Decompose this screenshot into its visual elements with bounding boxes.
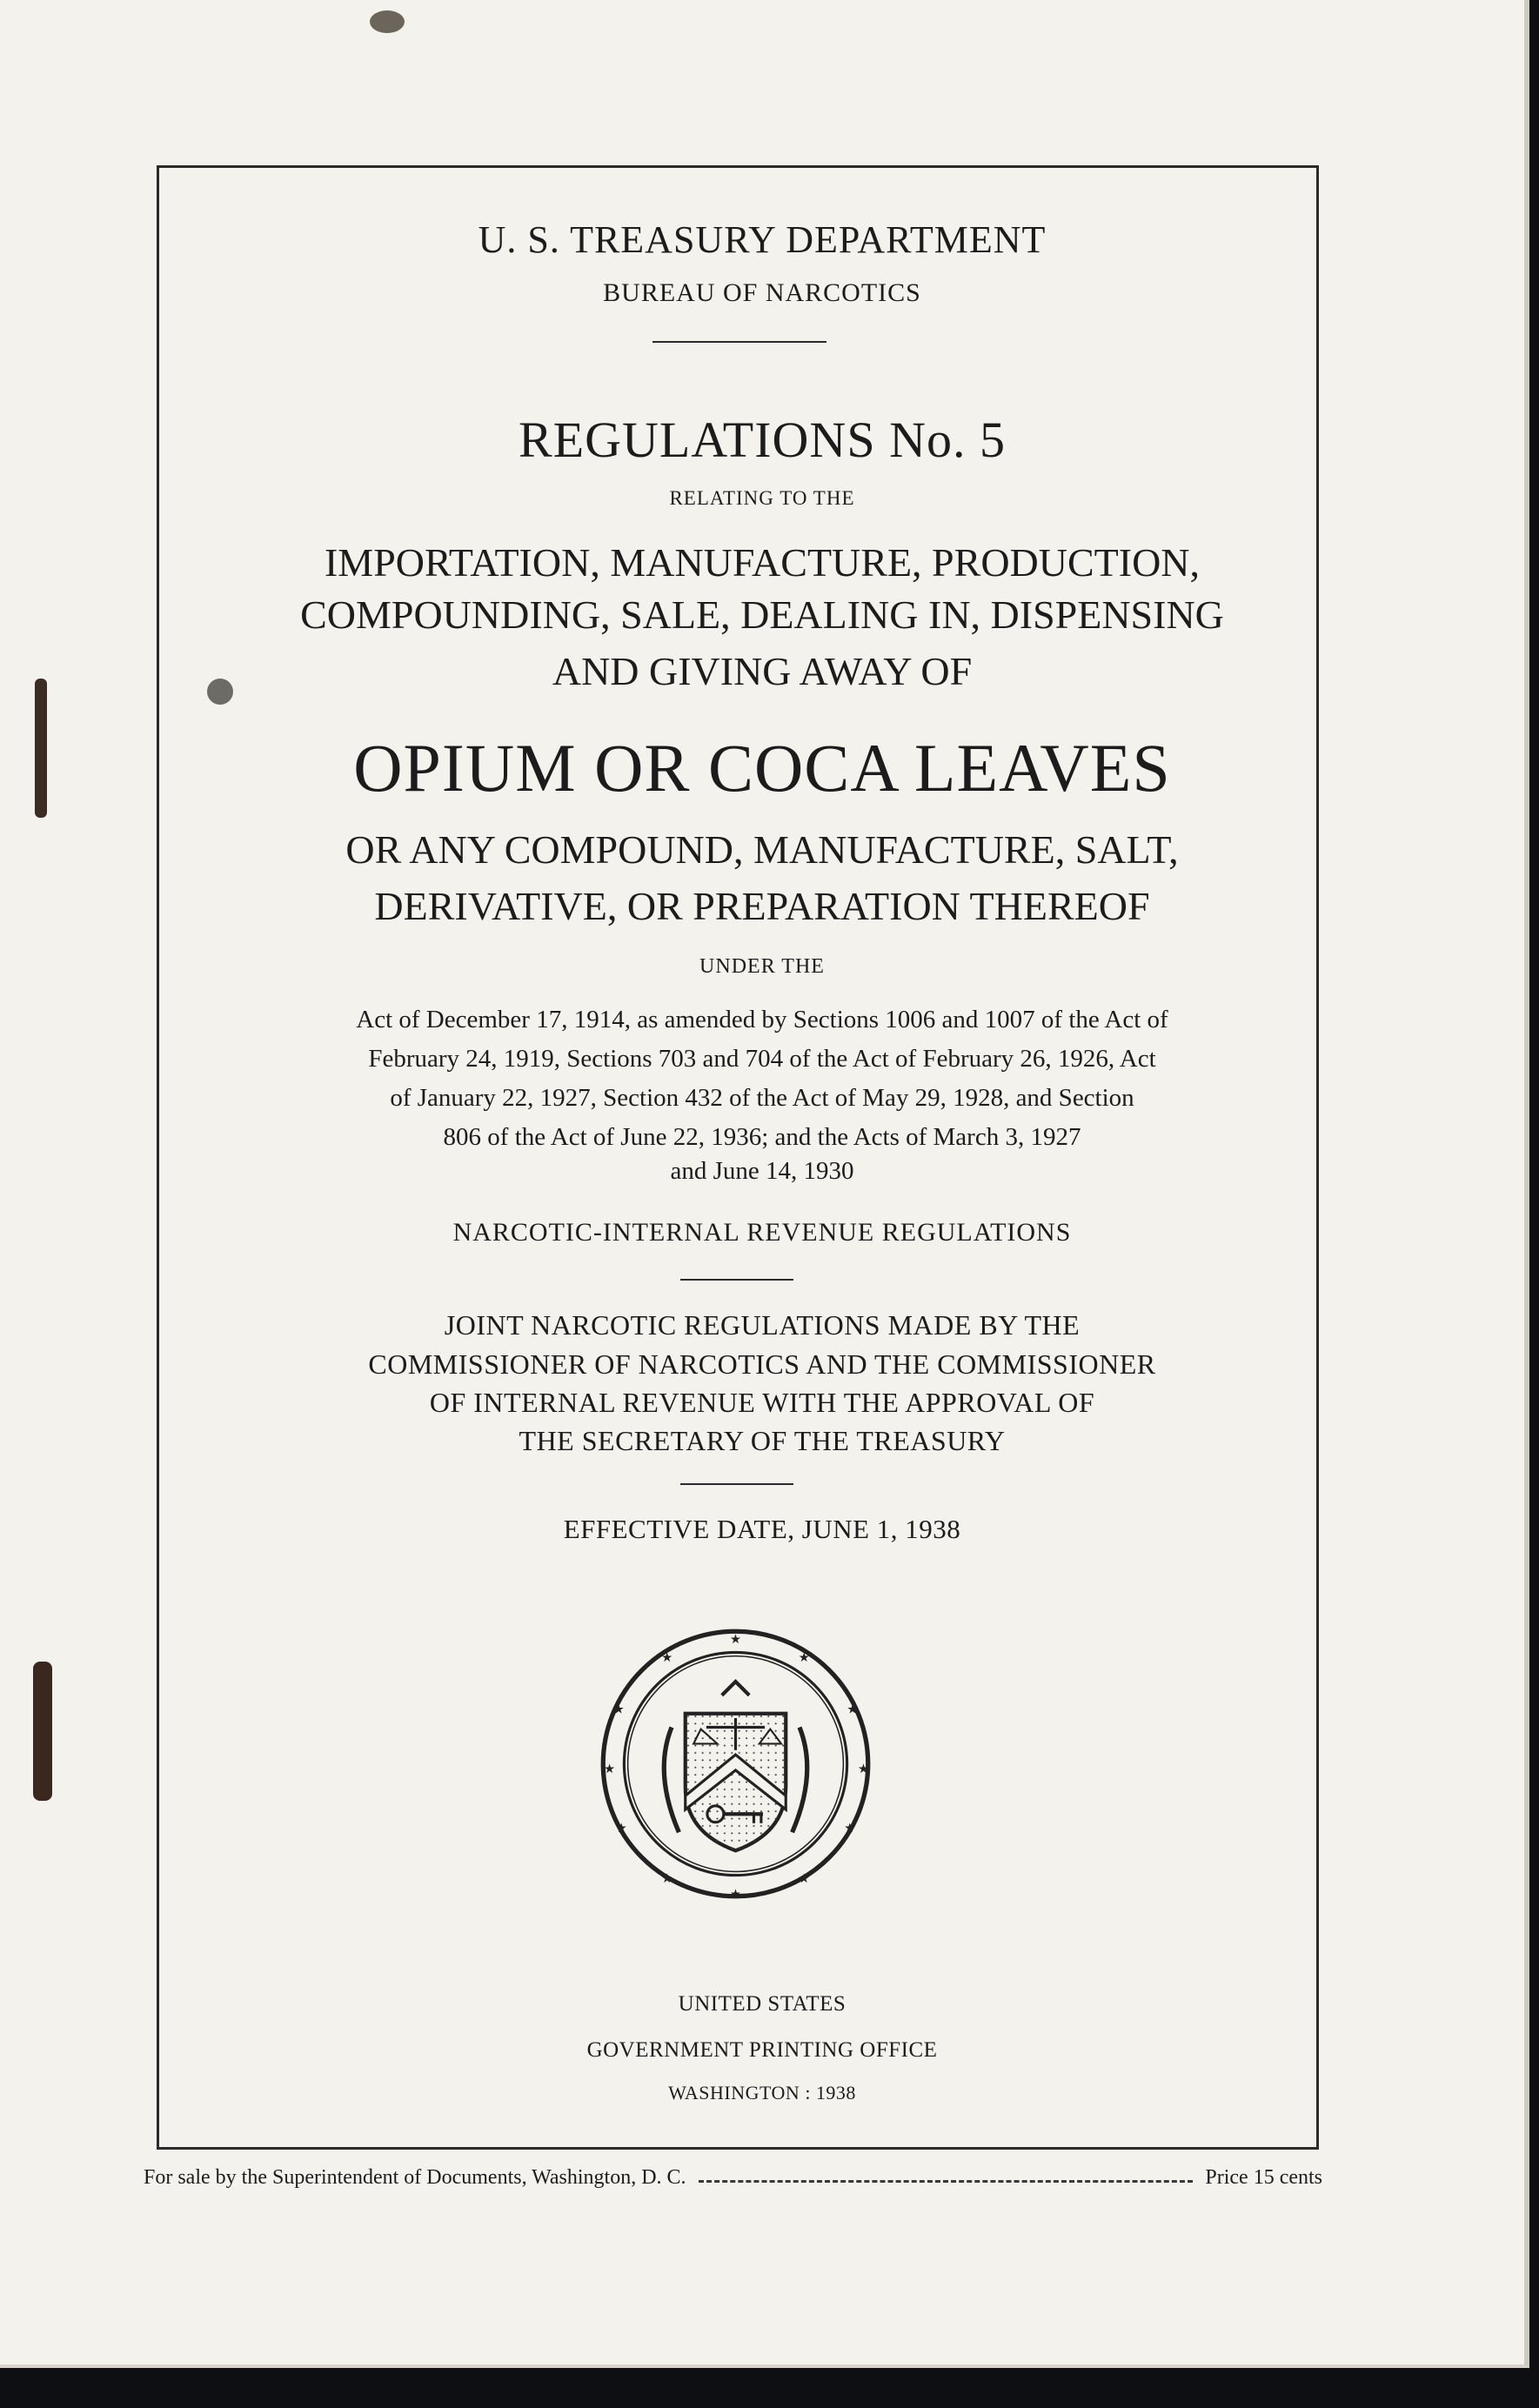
svg-text:★: ★ xyxy=(604,1762,616,1776)
relating-label: RELATING TO THE xyxy=(669,487,855,509)
under-label: UNDER THE xyxy=(699,955,825,978)
dashed-leader xyxy=(699,2180,1194,2183)
treasury-seal-icon xyxy=(599,1627,873,1901)
svg-text:★: ★ xyxy=(798,1871,810,1886)
subject-line: AND GIVING AWAY OF xyxy=(552,649,973,693)
regulations-title: REGULATIONS No. 5 xyxy=(519,411,1006,468)
sale-notice: For sale by the Superintendent of Documents, Washington, D. C. xyxy=(144,2166,686,2189)
svg-text:★: ★ xyxy=(729,1886,742,1901)
divider xyxy=(680,1483,793,1485)
joint-regulation-line: COMMISSIONER OF NARCOTICS AND THE COMMISSIONER xyxy=(368,1348,1156,1380)
effective-date: EFFECTIVE DATE, JUNE 1, 1938 xyxy=(563,1514,961,1544)
stain-mark xyxy=(370,10,405,33)
joint-regulation-line: JOINT NARCOTIC REGULATIONS MADE BY THE xyxy=(444,1309,1081,1341)
main-subject: OPIUM OR COCA LEAVES xyxy=(353,730,1171,806)
svg-text:★: ★ xyxy=(857,1762,870,1776)
divider xyxy=(680,1279,793,1281)
svg-text:★: ★ xyxy=(661,1649,673,1665)
act-line: 806 of the Act of June 22, 1936; and the Acts of March 3, 1927 xyxy=(443,1123,1081,1151)
sale-footer xyxy=(144,2166,1322,2190)
act-line: and June 14, 1930 xyxy=(670,1157,854,1185)
subject-line: COMPOUNDING, SALE, DEALING IN, DISPENSING xyxy=(300,592,1224,637)
regulation-type: NARCOTIC-INTERNAL REVENUE REGULATIONS xyxy=(452,1218,1072,1247)
svg-text:★: ★ xyxy=(729,1631,742,1647)
publisher-line: GOVERNMENT PRINTING OFFICE xyxy=(586,2038,938,2062)
act-line: Act of December 17, 1914, as amended by Sections 1006 and 1007 of the Act of xyxy=(356,1006,1168,1033)
price-label: Price 15 cents xyxy=(1205,2166,1322,2189)
stain-mark xyxy=(33,1662,52,1801)
joint-regulation-line: THE SECRETARY OF THE TREASURY xyxy=(519,1425,1006,1456)
act-line: of January 22, 1927, Section 432 of the Act of May 29, 1928, and Section xyxy=(390,1084,1134,1112)
publisher-line: WASHINGTON : 1938 xyxy=(668,2082,856,2104)
bureau-heading: BUREAU OF NARCOTICS xyxy=(603,278,921,307)
publisher-line: UNITED STATES xyxy=(678,1992,846,2016)
svg-text:★: ★ xyxy=(615,1821,627,1836)
subject-continued-line: OR ANY COMPOUND, MANUFACTURE, SALT, xyxy=(345,827,1179,872)
act-line: February 24, 1919, Sections 703 and 704 of the Act of February 26, 1926, Act xyxy=(368,1045,1156,1073)
subject-continued-line: DERIVATIVE, OR PREPARATION THEREOF xyxy=(374,884,1150,928)
divider xyxy=(652,341,826,343)
svg-text:★: ★ xyxy=(612,1702,625,1717)
svg-text:★: ★ xyxy=(846,1702,859,1717)
subject-line: IMPORTATION, MANUFACTURE, PRODUCTION, xyxy=(324,540,1201,585)
joint-regulation-line: OF INTERNAL REVENUE WITH THE APPROVAL OF xyxy=(429,1387,1095,1418)
svg-text:★: ★ xyxy=(798,1649,810,1665)
department-heading: U. S. TREASURY DEPARTMENT xyxy=(478,218,1047,261)
svg-text:★: ★ xyxy=(844,1821,856,1836)
svg-text:★: ★ xyxy=(661,1871,673,1886)
